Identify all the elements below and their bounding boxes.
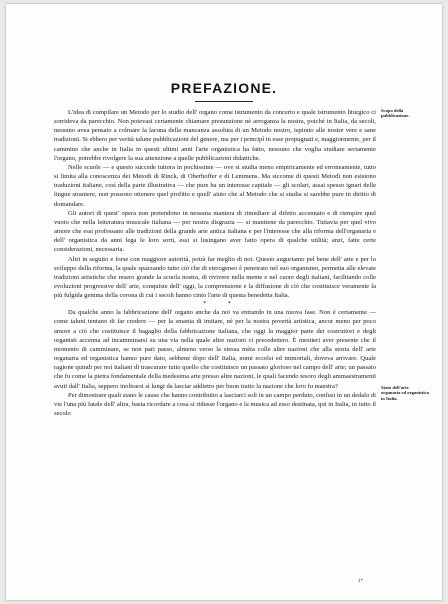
title-underline	[195, 101, 253, 102]
paragraph: Per dimostrare quali siano le cause che hanno contribuito a lasciarci soli in un campo perduto, confusi in un dedalo di vie l'una più fatale dell' altra, basta ricordare a cosa si ridusse l'organo e la musica ad esso destinata, qui in Italia, in tutto il secolo	[54, 391, 376, 417]
paragraph: L'idea di compilare un Metodo per lo studio dell' organo come istrumento da concerto e quale istrumento liturgico ci sorrideva da parecchio. Non potevasi certamente chiamare presunzione nè arroganza la nostra, poichè in Italia, da secoli, nessuno avea pensato a colmare la lacuna della mancanza assoluta di un Metodo nostro, ispirato alle nostre vere e sane tradizioni. Si ebbero per verità talune pubblicazioni del genere, ma per i principî in esse propugnati e, maggiormente, per il cammino che anche in Italia in questi ultimi anni l'arte organistica ha fatto, nessuno che voglia studiare seriamente l'organo, potrebbe rivolgere la sua attenzione a quelle pubblicazioni didattiche.	[54, 109, 376, 162]
margin-note: Scopo della pubblicazione.	[381, 108, 410, 119]
paragraph: Nelle scuole — e questo succede tuttora in pochissime — ove si studia meno empiricamente ed erroneamente, tutto si limita alla conoscenza dei Metodi di Rinck, di Oberhoffer e di Lemmens. Ma siccome di questi Metodi non esistono traduzioni italiane, così della parte illustrativa — che pure ha un interesse capitale — gli scolari, assai spesso ignari delle lingue straniere, non possono ottenere quel profitto e quell' aiuto che al Metodo che si studia si sarebbe pure in diritto di domandare.	[54, 163, 376, 208]
body-text	[54, 108, 376, 418]
document-page	[6, 4, 442, 600]
signature-mark: 1*	[358, 579, 363, 584]
paragraph: Altri in seguito e forse con maggiore autorità, potrà far meglio di noi. Questo auguriamo pel bene dell' arte e per lo sviluppo della riforma, la quale spazzando tutto ciò che di eterogeneo è penetrato nel suo organismo, permetta alle elevate tradizioni artistiche che resero grande la scuola nostra, di rivivere nella mente e nel cuore degli italiani, facilitando colle evoluzioni progressive dell' arte, conquiste dell' oggi, la comprensione e la diffusione di ciò che costituisce veramente la più fulgida gemma della corona di cui i secoli hanno cinto l'arte di questa benedetta Italia.	[54, 255, 376, 300]
margin-note: Stato dell'arte organaria ed organistica in Italia.	[381, 385, 429, 401]
paragraph: Da qualche anno la fabbricazione dell' organo anche da noi va entrando in una nuova fase. Non è certamente — come taluni tentano di far credere — per la smania di imitare, nè per la nostra povertà artistica, ancor meno per poco amore a ciò che costituisce il bagaglio della fabbricazione italiana, che oggi la maggior parte dei costruttori e degli organisti accenna ad incamminarsi su una via nella quale altre nazioni ci precedettero. È mestieri aver presente che il momento di camminare, se non pari passo, almeno verso la stessa mèta colle altre nazioni che alla storia dell' arte organaria ed organistica hanno pure dato, sebbene dopo dell' Italia, nomi eccelsi ed immortali, doveva arrivare. Quale ragione quindi per noi italiani di trascurare tutto quello che costituisce un passato glorioso nel campo dell' arte; un passato che fu come la pietra fondamentale della medesima arte presso altre nazioni, le quali facendo tesoro degli ammaestramenti avuti dall' Italia, seppero inoltrarsi sì lungi da lasciar addietro per buon tratto la nazione che loro fu maestra?	[54, 309, 376, 390]
page-title: PREFAZIONE.	[170, 80, 278, 96]
section-separator: * *	[203, 301, 241, 308]
paragraph: Gli autori di quest' opera non pretendono in nessuna maniera di rimediare al difetto accennato e di riempire quel vuoto che nella letteratura musicale italiana — per nostra disgrazia — si mantiene da parecchio. Tuttavia per quel vivo amore che essi professano alle tradizioni della grande arte antica italiana e per l'interesse che alla riforma dell'organaria e dell' organistica da anni lega le loro sorti, essi si lusingano aver fatto opera di qualche utilità; anzi, fatte certe considerazioni, necessaria.	[54, 209, 376, 254]
